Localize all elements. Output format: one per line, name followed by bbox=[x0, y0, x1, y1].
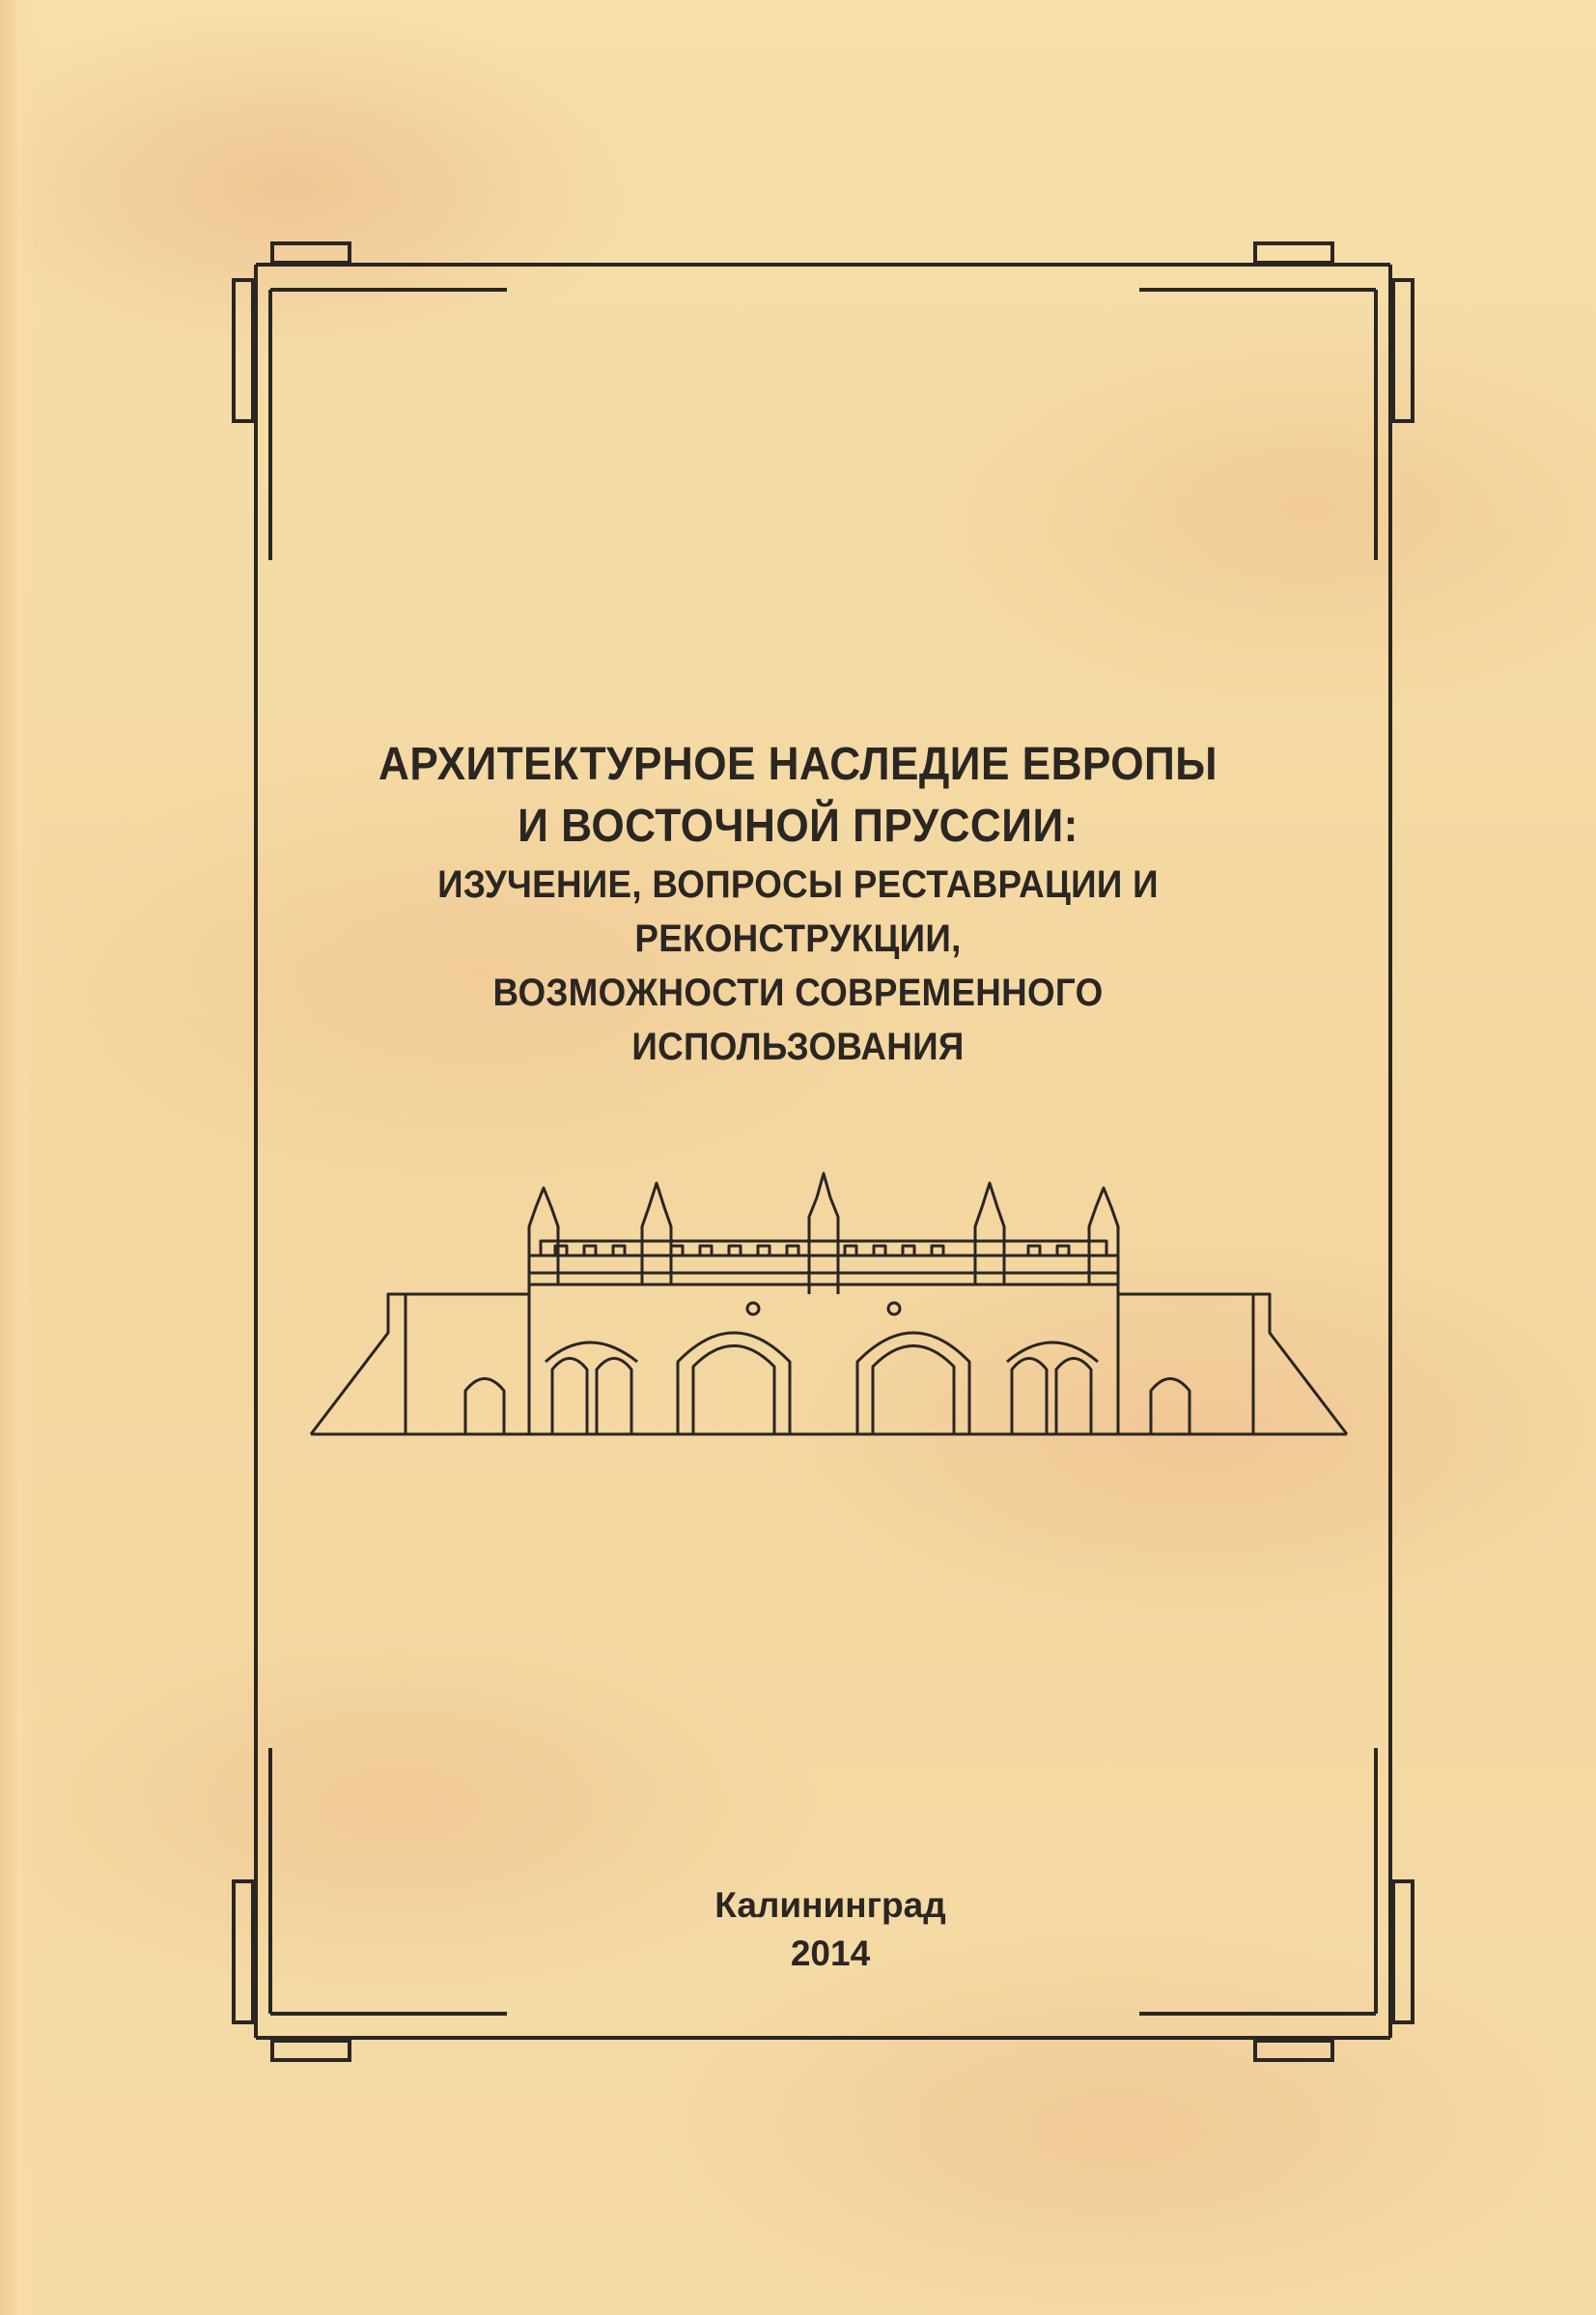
imprint bbox=[579, 1881, 1081, 1978]
title-line-1: АРХИТЕКТУРНОЕ НАСЛЕДИЕ ЕВРОПЫ bbox=[378, 739, 1218, 790]
city-gate-drawing bbox=[311, 1173, 1347, 1434]
subtitle-line-1: ИЗУЧЕНИЕ, ВОПРОСЫ РЕСТАВРАЦИИ И РЕКОНСТРУКЦИИ, bbox=[437, 863, 1159, 960]
title-line-2: И ВОСТОЧНОЙ ПРУССИИ: bbox=[518, 801, 1078, 852]
year-label: 2014 bbox=[790, 1934, 871, 1973]
title-block bbox=[290, 734, 1306, 1074]
city-label: Калининград bbox=[714, 1885, 946, 1925]
subtitle-line-2: ВОЗМОЖНОСТИ СОВРЕМЕННОГО ИСПОЛЬЗОВАНИЯ bbox=[492, 972, 1104, 1068]
